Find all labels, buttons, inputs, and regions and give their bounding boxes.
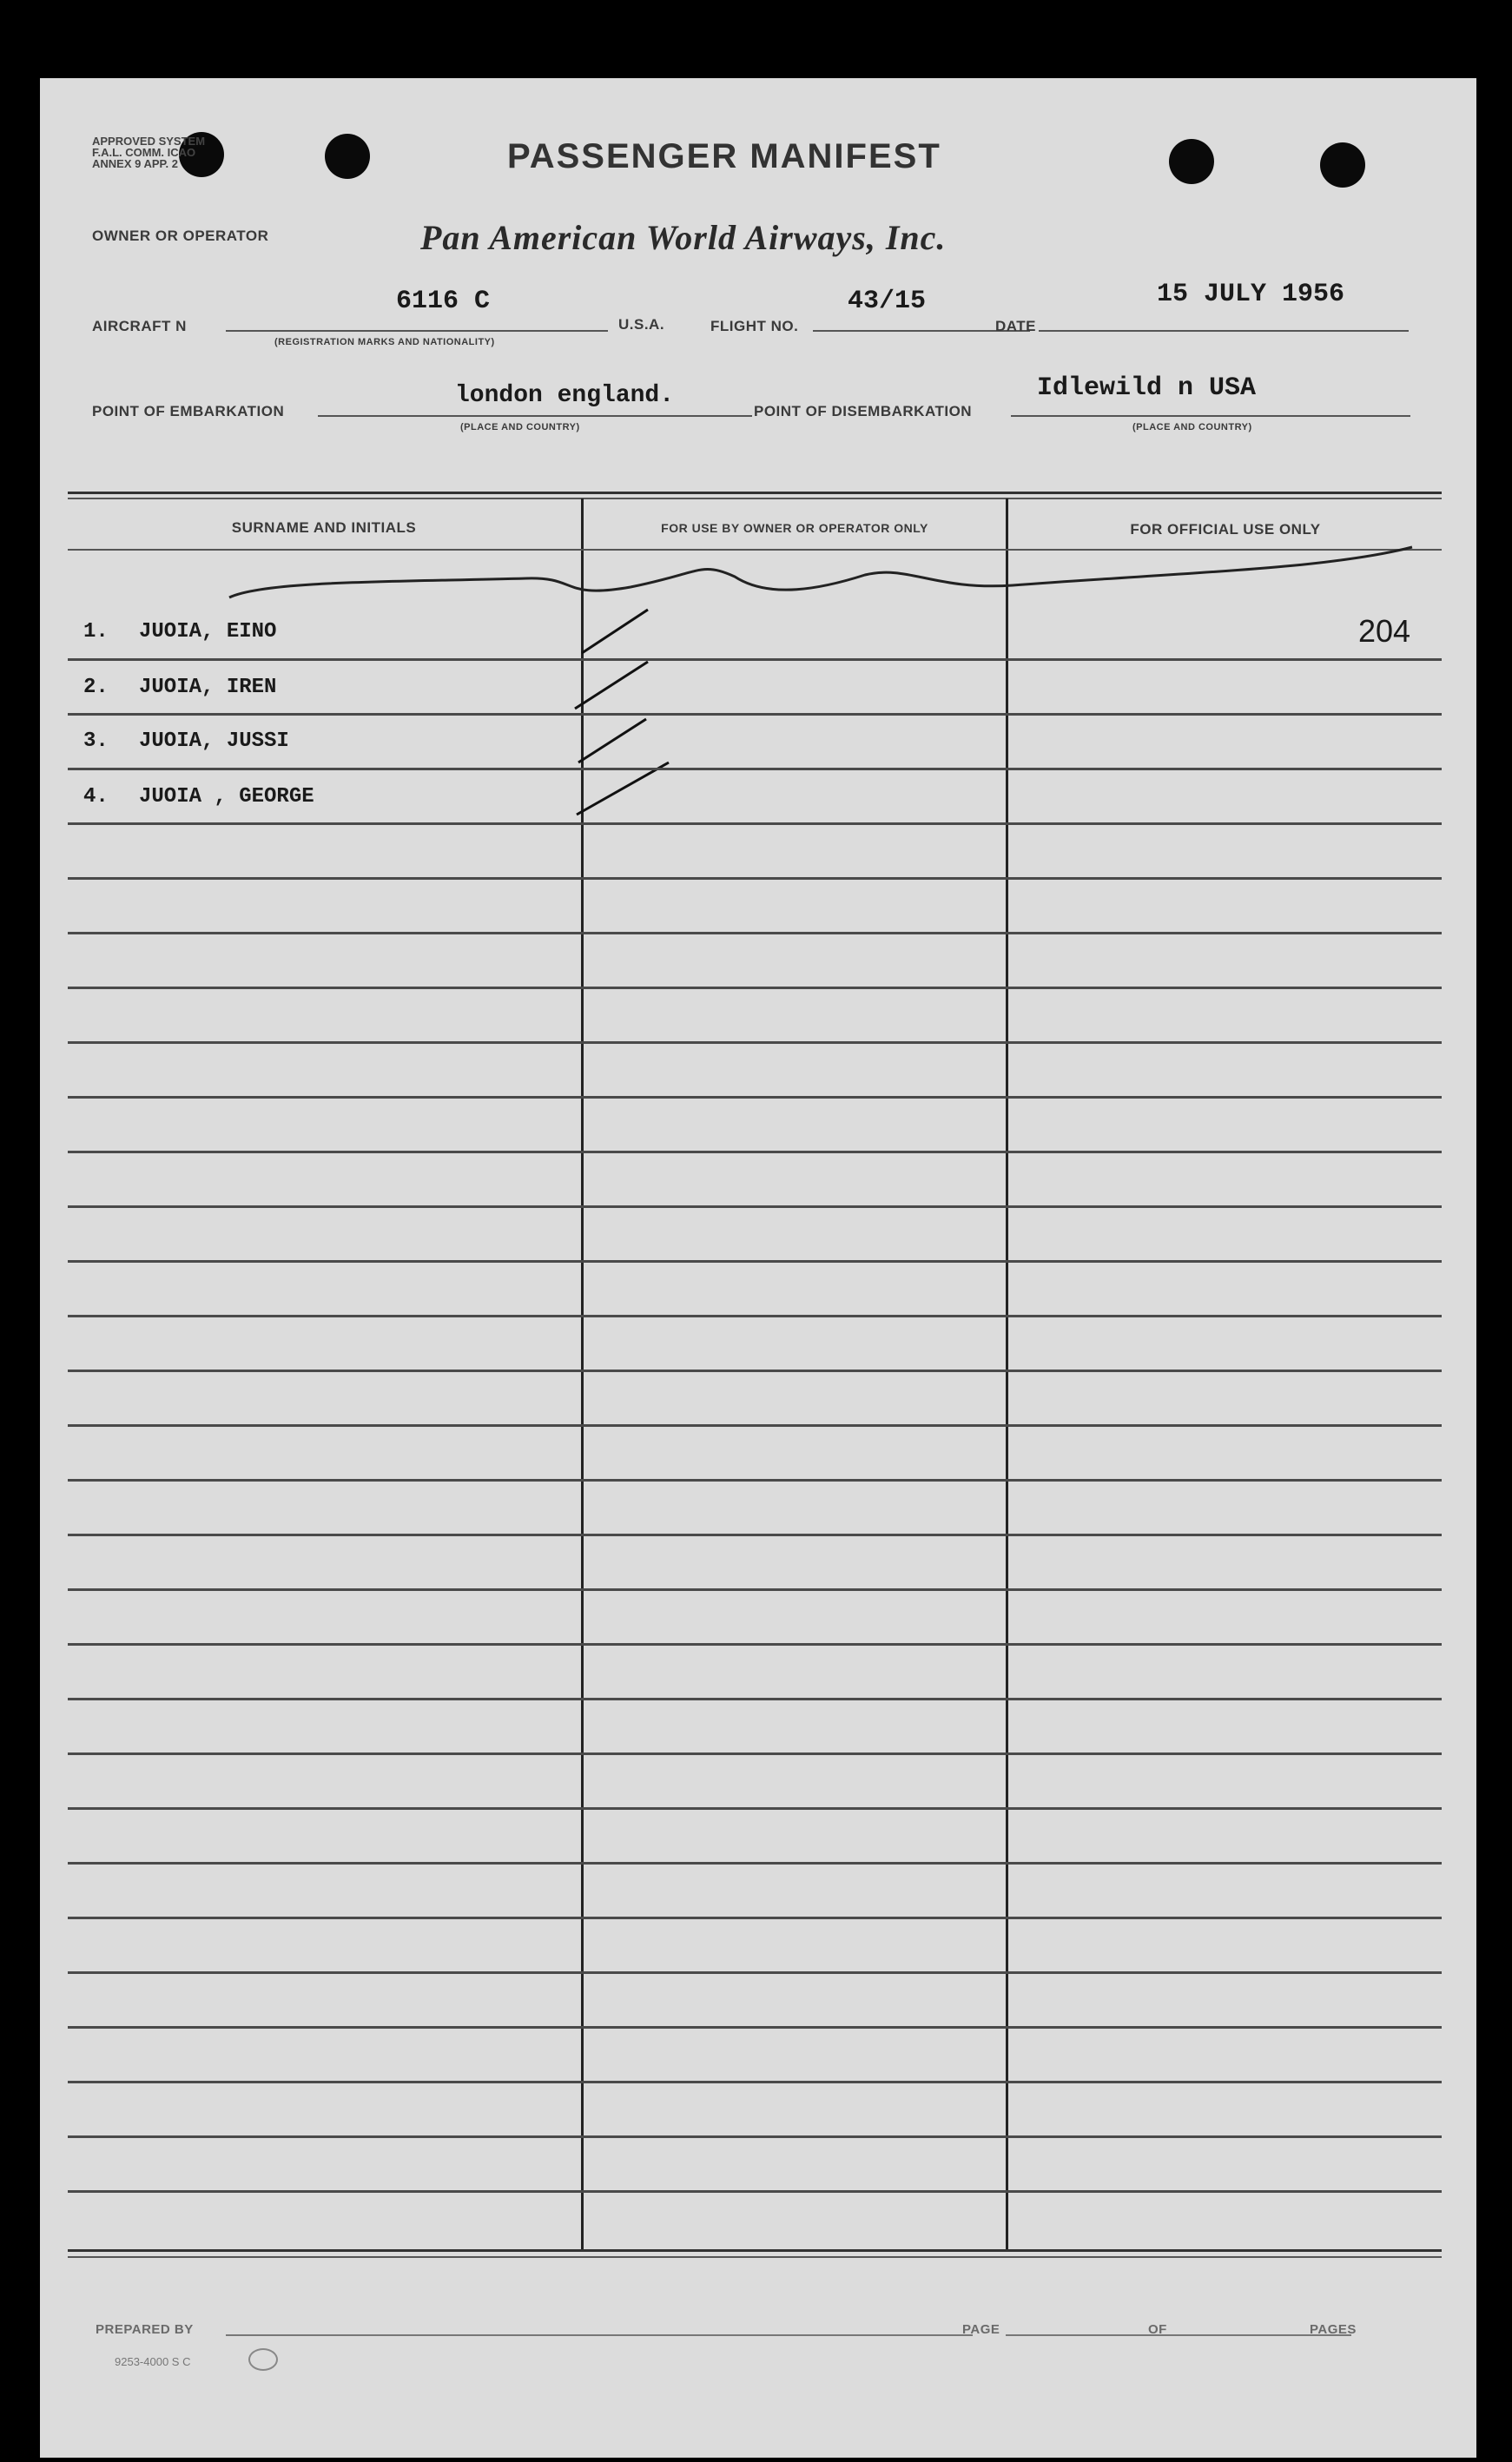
flight-label: FLIGHT NO. xyxy=(710,318,799,334)
operator-name: Pan American World Airways, Inc. xyxy=(420,218,947,257)
union-label-icon xyxy=(248,2348,278,2371)
passenger-number: 2. xyxy=(83,676,109,699)
passenger-number: 3. xyxy=(83,729,109,753)
disembark-value: Idlewild n USA xyxy=(1037,373,1257,403)
tick-mark xyxy=(577,762,669,815)
table-row-line xyxy=(68,1643,1442,1646)
table-row-line xyxy=(68,1971,1442,1974)
official-entry: 204 xyxy=(1358,613,1411,649)
table-row-line xyxy=(68,658,1442,661)
passenger-name: JUOIA, IREN xyxy=(139,676,277,699)
manifest-sheet xyxy=(40,78,1476,2458)
table-row-line xyxy=(68,2135,1442,2138)
disembark-sublabel: (PLACE AND COUNTRY) xyxy=(1132,422,1252,432)
column-header-official: FOR OFFICIAL USE ONLY xyxy=(1130,521,1321,538)
form-number: 9253-4000 S C xyxy=(115,2355,191,2368)
table-row-line xyxy=(68,1260,1442,1263)
of-label: OF xyxy=(1148,2322,1167,2337)
flight-value: 43/15 xyxy=(848,287,927,316)
tick-mark xyxy=(575,662,648,709)
table-row-line xyxy=(68,1698,1442,1700)
aircraft-sublabel: (REGISTRATION MARKS AND NATIONALITY) xyxy=(274,337,495,347)
tick-mark xyxy=(582,610,648,653)
table-row-line xyxy=(68,713,1442,716)
table-row-line xyxy=(68,1205,1442,1208)
table-row-line xyxy=(68,987,1442,989)
column-header-surname: SURNAME AND INITIALS xyxy=(231,519,417,536)
prepared-by-line xyxy=(226,2334,973,2336)
date-label: DATE xyxy=(995,318,1037,334)
passenger-number: 1. xyxy=(83,620,109,644)
table-row-line xyxy=(68,1151,1442,1153)
disembark-label: POINT OF DISEMBARKATION xyxy=(754,403,973,419)
table-row-line xyxy=(68,768,1442,770)
passenger-name: JUOIA , GEORGE xyxy=(139,785,314,809)
embark-sublabel: (PLACE AND COUNTRY) xyxy=(460,422,580,432)
table-row-line xyxy=(68,1588,1442,1591)
table-row-line xyxy=(68,932,1442,934)
table-bottom-rule xyxy=(68,2256,1442,2258)
column-header-operator: FOR USE BY OWNER OR OPERATOR ONLY xyxy=(661,521,928,535)
table-row-line xyxy=(68,2081,1442,2083)
table-row-line xyxy=(68,822,1442,825)
table-row-line xyxy=(68,1041,1442,1044)
table-row-line xyxy=(68,1752,1442,1755)
prepared-by-label: PREPARED BY xyxy=(96,2322,194,2337)
passenger-name: JUOIA, JUSSI xyxy=(139,729,289,753)
tick-mark xyxy=(578,719,646,762)
embark-value: london england. xyxy=(455,382,675,409)
owner-label: OWNER OR OPERATOR xyxy=(92,228,269,244)
page-title: PASSENGER MANIFEST xyxy=(507,137,941,175)
table-row-line xyxy=(68,1370,1442,1372)
table-row-line xyxy=(68,1862,1442,1865)
pages-label: PAGES xyxy=(1310,2322,1357,2337)
page-label: PAGE xyxy=(962,2322,1000,2337)
date-value: 15 JULY 1956 xyxy=(1157,280,1345,309)
table-row-line xyxy=(68,1424,1442,1427)
aircraft-label: AIRCRAFT N xyxy=(92,318,187,334)
embark-label: POINT OF EMBARKATION xyxy=(92,403,285,419)
table-row-line xyxy=(68,2190,1442,2193)
aircraft-value: 6116 C xyxy=(396,287,491,316)
table-row-line xyxy=(68,877,1442,880)
table-row-line xyxy=(68,1917,1442,1919)
passenger-number: 4. xyxy=(83,785,109,809)
passenger-name: JUOIA, EINO xyxy=(139,620,277,644)
table-row-line xyxy=(68,2026,1442,2029)
table-row-line xyxy=(68,1096,1442,1099)
table-bottom-rule xyxy=(68,2249,1442,2252)
table-row-line xyxy=(68,1807,1442,1810)
table-row-line xyxy=(68,1479,1442,1482)
usa-label: U.S.A. xyxy=(618,316,665,333)
table-row-line xyxy=(68,1534,1442,1536)
table-row-line xyxy=(68,1315,1442,1317)
form-approval-note: APPROVED SYSTEM F.A.L. COMM. ICAO ANNEX 9 APP. 2 xyxy=(92,135,206,170)
